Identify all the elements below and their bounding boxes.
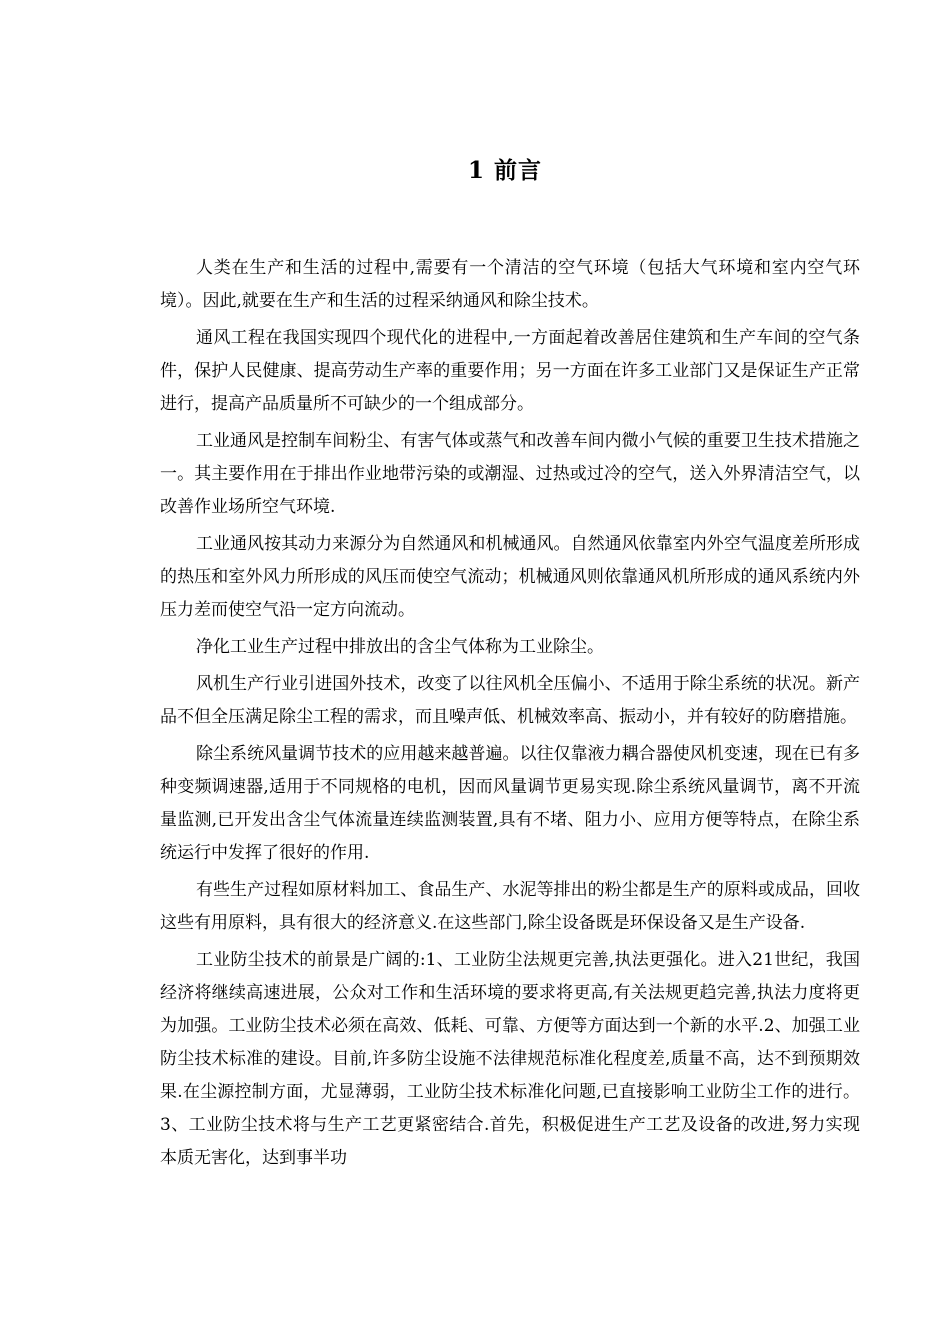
- page-title: 1 前言: [467, 157, 542, 184]
- paragraph: 工业通风是控制车间粉尘、有害气体或蒸气和改善车间内微小气候的重要卫生技术措施之一。其主要作用在于排出作业地带污染的或潮湿、过热或过冷的空气，送入外界清洁空气，以改善作业场所空气环境.: [160, 431, 860, 517]
- paragraph: 通风工程在我国实现四个现代化的进程中,一方面起着改善居住建筑和生产车间的空气条件，保护人民健康、提高劳动生产率的重要作用；另一方面在许多工业部门又是保证生产正常进行，提高产品质量所不可缺少的一个组成部分。: [160, 328, 860, 414]
- paragraph: 人类在生产和生活的过程中,需要有一个清洁的空气环境（包括大气环境和室内空气环境）。因此,就要在生产和生活的过程采纳通风和除尘技术。: [160, 258, 860, 311]
- paragraph: 工业防尘技术的前景是广阔的:1、工业防尘法规更完善,执法更强化。进入21世纪，我国经济将继续高速进展，公众对工作和生活环境的要求将更高,有关法规更趋完善,执法力度将更为加强。工业防尘技术必须在高效、低耗、可靠、方便等方面达到一个新的水平.2、加强工业防尘技术标准的建设。目前,许多防尘设施不法律规范标准化程度差,质量不高，达不到预期效果.在尘源控制方面，尤显薄弱，工业防尘技术标准化问题,已直接影响工业防尘工作的进行。3、工业防尘技术将与生产工艺更紧密结合.首先，积极促进生产工艺及设备的改进,努力实现本质无害化，达到事半功: [160, 950, 860, 1168]
- body-text: [160, 252, 860, 1179]
- paragraph: 净化工业生产过程中排放出的含尘气体称为工业除尘。: [196, 637, 604, 657]
- paragraph: 工业通风按其动力来源分为自然通风和机械通风。自然通风依靠室内外空气温度差所形成的热压和室外风力所形成的风压而使空气流动；机械通风则依靠通风机所形成的通风系统内外压力差而使空气沿一定方向流动。: [160, 534, 860, 620]
- paragraph: 有些生产过程如原材料加工、食品生产、水泥等排出的粉尘都是生产的原料或成品，回收这些有用原料，具有很大的经济意义.在这些部门,除尘设备既是环保设备又是生产设备.: [160, 880, 860, 933]
- paragraph: 除尘系统风量调节技术的应用越来越普遍。以往仅靠液力耦合器使风机变速，现在已有多种变频调速器,适用于不同规格的电机，因而风量调节更易实现.除尘系统风量调节，离不开流量监测,已开发出含尘气体流量连续监测装置,具有不堵、阻力小、应用方便等特点，在除尘系统运行中发挥了很好的作用.: [160, 744, 860, 863]
- paragraph: 风机生产行业引进国外技术，改变了以往风机全压偏小、不适用于除尘系统的状况。新产品不但全压满足除尘工程的需求，而且噪声低、机械效率高、振动小，并有较好的防磨措施。: [160, 674, 860, 727]
